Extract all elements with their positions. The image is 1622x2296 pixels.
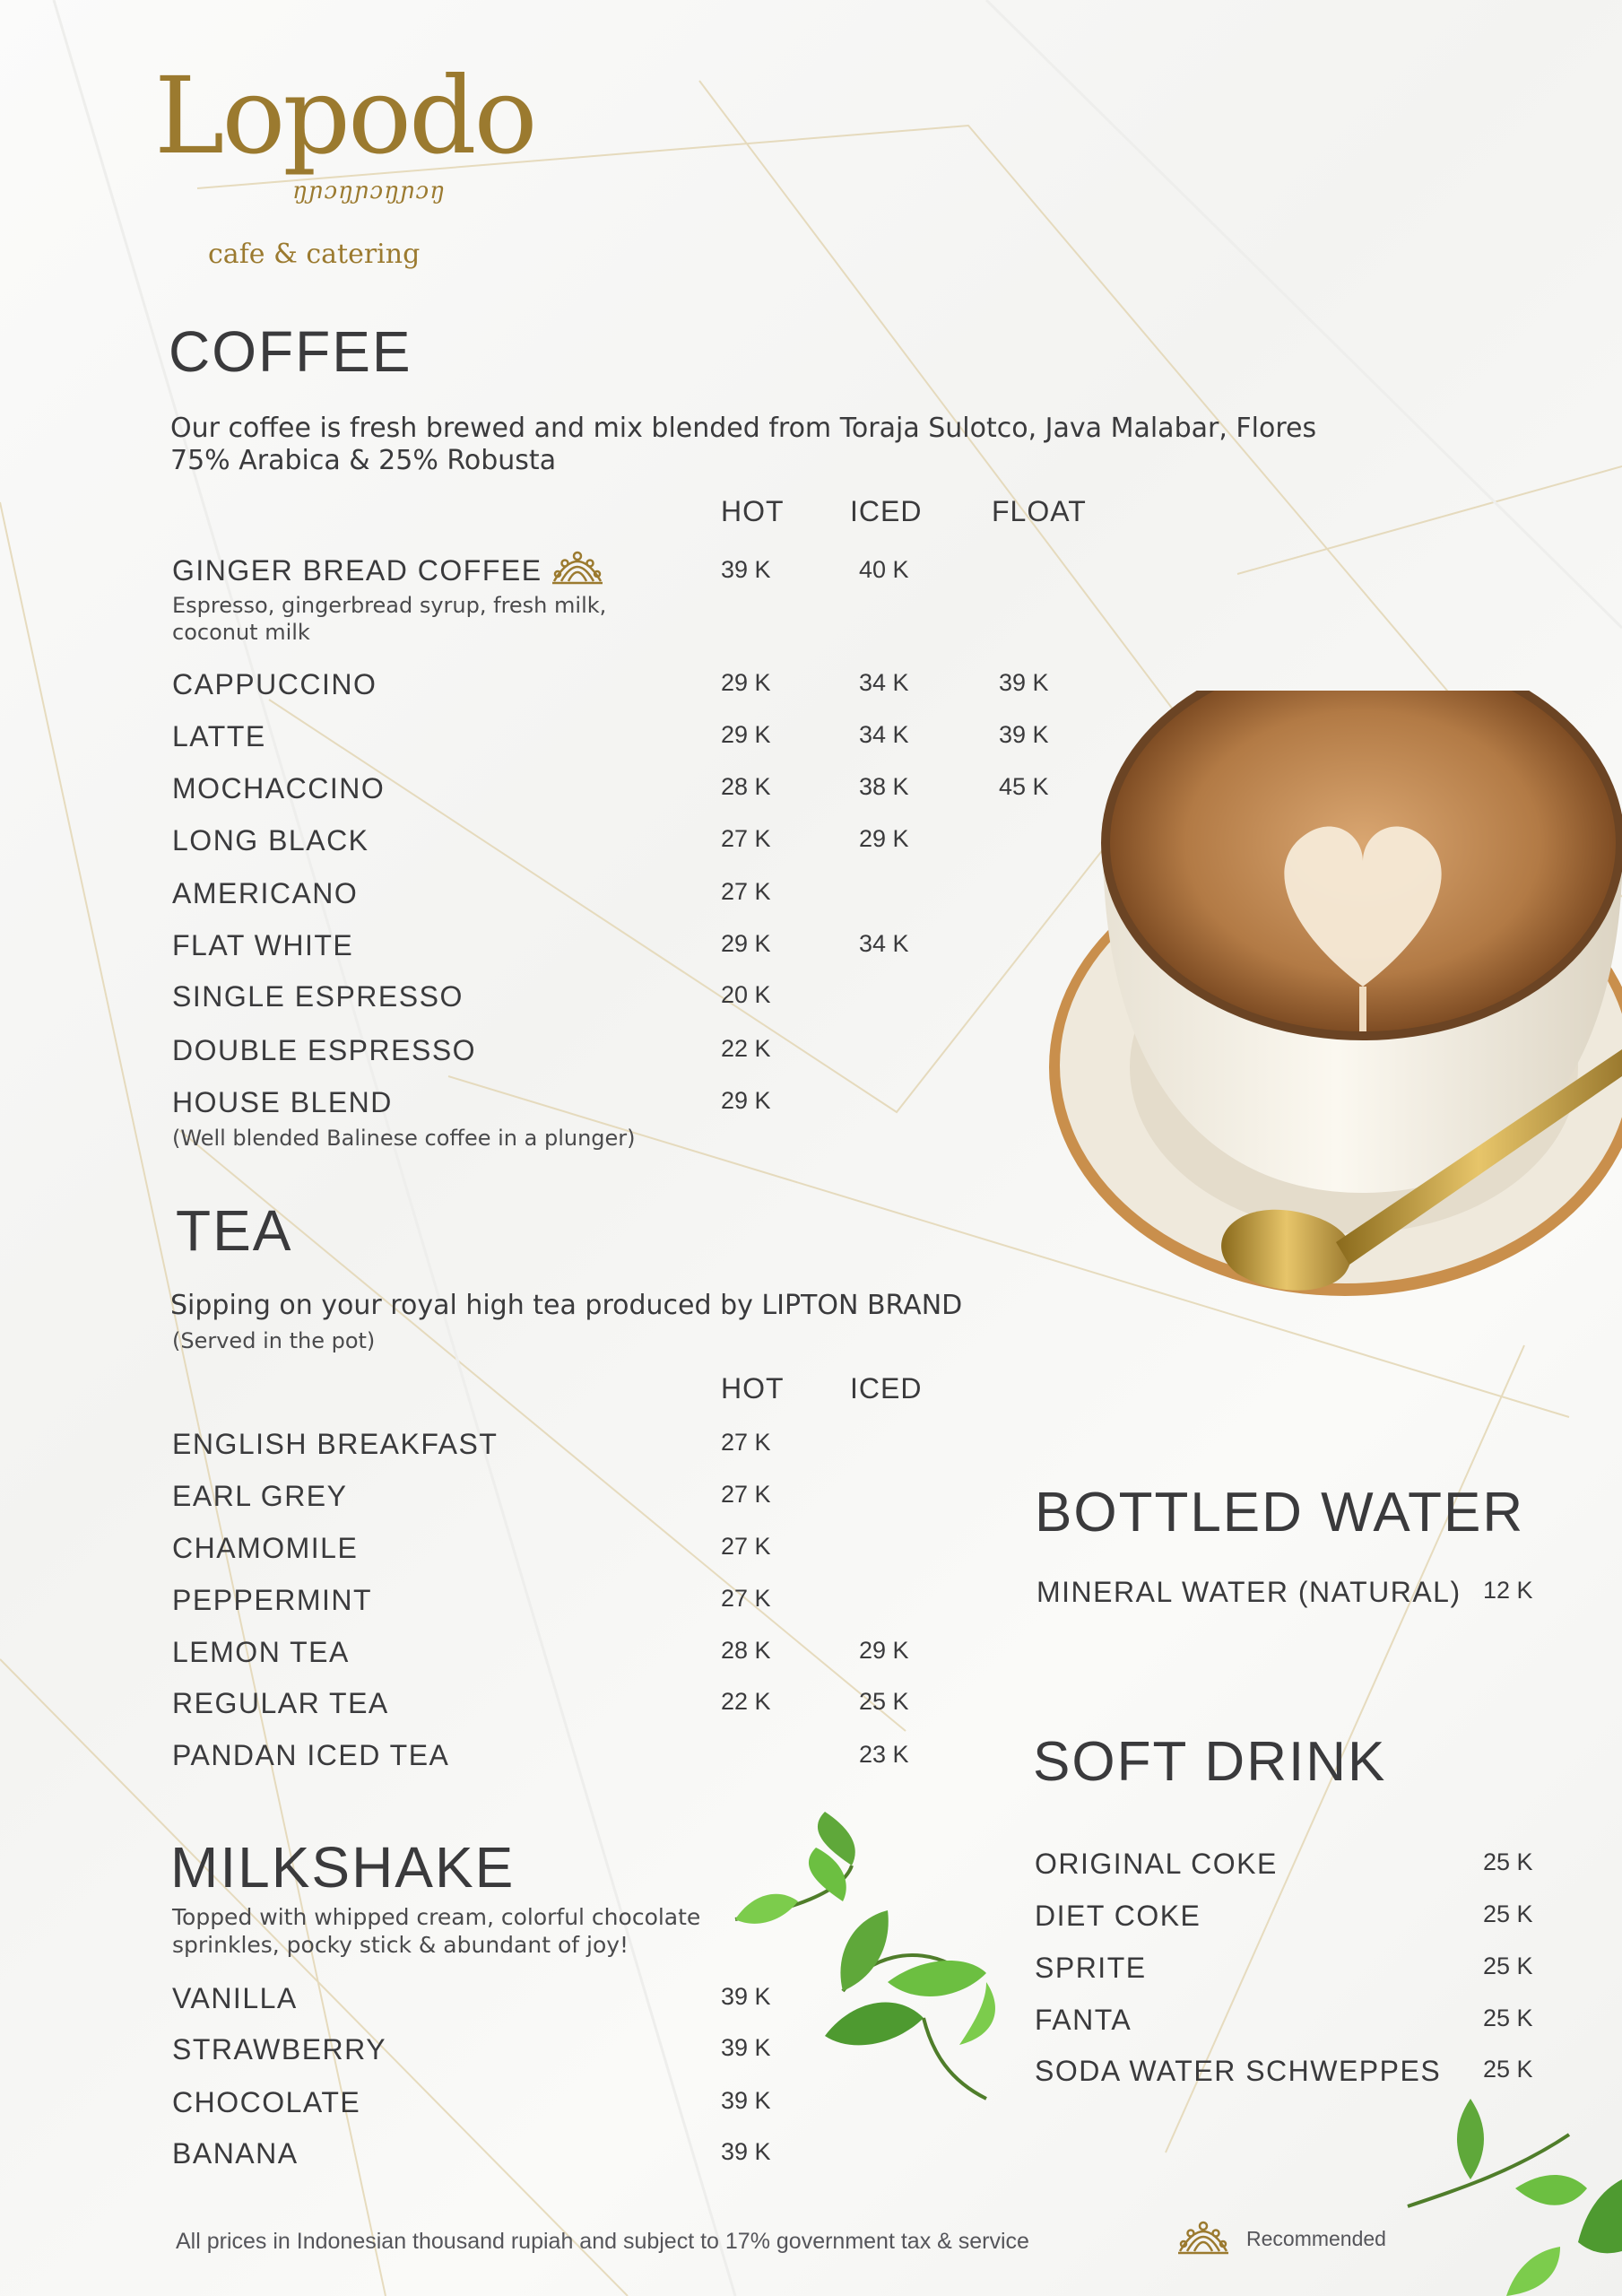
coffee-price-float: 39 K bbox=[999, 721, 1049, 748]
bottled-water-item-name: MINERAL WATER (NATURAL) bbox=[1037, 1576, 1462, 1608]
coffee-item-name: HOUSE BLEND bbox=[172, 1086, 393, 1118]
tea-section-title: TEA bbox=[176, 1198, 293, 1263]
tea-column-iced: ICED bbox=[850, 1372, 923, 1405]
coffee-price-hot: 27 K bbox=[721, 825, 771, 852]
soft-drink-price: 25 K bbox=[1483, 2005, 1533, 2031]
tea-item-name: ENGLISH BREAKFAST bbox=[172, 1428, 499, 1460]
tea-intro: Sipping on your royal high tea produced by LIPTON BRAND bbox=[170, 1290, 963, 1321]
coffee-price-hot: 29 K bbox=[721, 1087, 771, 1114]
milkshake-intro-line-2: sprinkles, pocky stick & abundant of joy! bbox=[172, 1932, 629, 1958]
coffee-price-hot: 22 K bbox=[721, 1035, 771, 1062]
coffee-item-name: GINGER BREAD COFFEE bbox=[172, 554, 542, 587]
milkshake-intro-line-1: Topped with whipped cream, colorful chocolate bbox=[172, 1904, 701, 1930]
tea-price-hot: 27 K bbox=[721, 1481, 771, 1508]
coffee-item-name: MOCHACCINO bbox=[172, 772, 386, 804]
coffee-price-hot: 20 K bbox=[721, 981, 771, 1008]
milkshake-price: 39 K bbox=[721, 2138, 771, 2165]
milkshake-price: 39 K bbox=[721, 2034, 771, 2061]
brand-logo-script: ŋɲɔŋɲɔŋɲɔŋ bbox=[292, 178, 446, 204]
coffee-column-hot: HOT bbox=[721, 495, 785, 527]
tea-price-iced: 29 K bbox=[859, 1637, 909, 1664]
soft-drink-item-name: SPRITE bbox=[1035, 1952, 1147, 1984]
soft-drink-item-name: DIET COKE bbox=[1035, 1900, 1201, 1932]
coffee-price-float: 39 K bbox=[999, 669, 1049, 696]
coffee-item-description: Espresso, gingerbread syrup, fresh milk, bbox=[172, 593, 607, 618]
soft-drink-price: 25 K bbox=[1483, 1900, 1533, 1927]
milkshake-item-name: STRAWBERRY bbox=[172, 2033, 387, 2066]
tea-price-hot: 28 K bbox=[721, 1637, 771, 1664]
coffee-item-name: LONG BLACK bbox=[172, 824, 369, 857]
tea-leaves-image bbox=[717, 1812, 1004, 2108]
brand-tagline: cafe & catering bbox=[208, 239, 421, 270]
coffee-price-iced: 38 K bbox=[859, 773, 909, 800]
coffee-price-hot: 27 K bbox=[721, 878, 771, 905]
soft-drink-item-name: FANTA bbox=[1035, 2004, 1132, 2036]
tea-item-name: REGULAR TEA bbox=[172, 1687, 389, 1719]
coffee-item-name: SINGLE ESPRESSO bbox=[172, 980, 464, 1013]
coffee-column-iced: ICED bbox=[850, 495, 923, 527]
coffee-section-title: COFFEE bbox=[169, 319, 412, 384]
brand-logo-wordmark: Lopodo bbox=[154, 54, 535, 178]
recommended-peacock-icon bbox=[549, 545, 606, 587]
coffee-price-hot: 29 K bbox=[721, 721, 771, 748]
coffee-item-description: (Well blended Balinese coffee in a plunger) bbox=[172, 1126, 636, 1151]
recommended-legend-label: Recommended bbox=[1246, 2227, 1386, 2250]
tea-item-name: PEPPERMINT bbox=[172, 1584, 373, 1616]
soft-drink-price: 25 K bbox=[1483, 2056, 1533, 2083]
soft-drink-item-name: SODA WATER SCHWEPPES bbox=[1035, 2055, 1442, 2087]
tea-price-hot: 22 K bbox=[721, 1688, 771, 1715]
coffee-item-name: AMERICANO bbox=[172, 877, 359, 909]
tea-item-name: CHAMOMILE bbox=[172, 1532, 359, 1564]
bottled-water-section-title: BOTTLED WATER bbox=[1035, 1482, 1525, 1544]
coffee-column-float: FLOAT bbox=[992, 495, 1087, 527]
soft-drink-price: 25 K bbox=[1483, 1848, 1533, 1875]
coffee-item-name: FLAT WHITE bbox=[172, 929, 354, 961]
coffee-item-name: DOUBLE ESPRESSO bbox=[172, 1034, 477, 1066]
tea-item-name: PANDAN ICED TEA bbox=[172, 1739, 450, 1771]
tea-price-iced: 23 K bbox=[859, 1741, 909, 1768]
tea-item-name: LEMON TEA bbox=[172, 1636, 350, 1668]
coffee-price-iced: 34 K bbox=[859, 669, 909, 696]
tea-note: (Served in the pot) bbox=[172, 1328, 376, 1353]
coffee-price-float: 45 K bbox=[999, 773, 1049, 800]
coffee-item-name: LATTE bbox=[172, 720, 266, 752]
coffee-price-hot: 28 K bbox=[721, 773, 771, 800]
coffee-price-hot: 29 K bbox=[721, 669, 771, 696]
soft-drink-section-title: SOFT DRINK bbox=[1033, 1731, 1387, 1793]
coffee-price-iced: 29 K bbox=[859, 825, 909, 852]
soft-drink-item-name: ORIGINAL COKE bbox=[1035, 1848, 1278, 1880]
milkshake-item-name: VANILLA bbox=[172, 1982, 298, 2014]
coffee-item-description-line-2: coconut milk bbox=[172, 620, 310, 645]
coffee-item-name: CAPPUCCINO bbox=[172, 668, 377, 700]
milkshake-item-name: BANANA bbox=[172, 2137, 299, 2170]
milkshake-price: 39 K bbox=[721, 1983, 771, 2010]
tea-price-iced: 25 K bbox=[859, 1688, 909, 1715]
coffee-price-iced: 34 K bbox=[859, 721, 909, 748]
coffee-price-iced: 34 K bbox=[859, 930, 909, 957]
milkshake-section-title: MILKSHAKE bbox=[170, 1835, 516, 1900]
soft-drink-price: 25 K bbox=[1483, 1952, 1533, 1979]
coffee-intro-line-1: Our coffee is fresh brewed and mix blended from Toraja Sulotco, Java Malabar, Flores bbox=[170, 413, 1317, 444]
coffee-intro-line-2: 75% Arabica & 25% Robusta bbox=[170, 445, 557, 476]
tea-price-hot: 27 K bbox=[721, 1429, 771, 1456]
coffee-price-iced: 40 K bbox=[859, 556, 909, 583]
coffee-price-hot: 29 K bbox=[721, 930, 771, 957]
coffee-price-hot: 39 K bbox=[721, 556, 771, 583]
recommended-legend-icon bbox=[1175, 2215, 1232, 2257]
milkshake-price: 39 K bbox=[721, 2087, 771, 2114]
tea-leaves-corner-image bbox=[1399, 2099, 1622, 2296]
bottled-water-price: 12 K bbox=[1483, 1577, 1533, 1604]
tea-price-hot: 27 K bbox=[721, 1533, 771, 1560]
tea-column-hot: HOT bbox=[721, 1372, 785, 1405]
tea-price-hot: 27 K bbox=[721, 1585, 771, 1612]
milkshake-item-name: CHOCOLATE bbox=[172, 2086, 361, 2118]
tea-item-name: EARL GREY bbox=[172, 1480, 348, 1512]
footer-price-note: All prices in Indonesian thousand rupiah and subject to 17% government tax & service bbox=[176, 2229, 1029, 2254]
cappuccino-cup-image bbox=[968, 691, 1622, 1408]
